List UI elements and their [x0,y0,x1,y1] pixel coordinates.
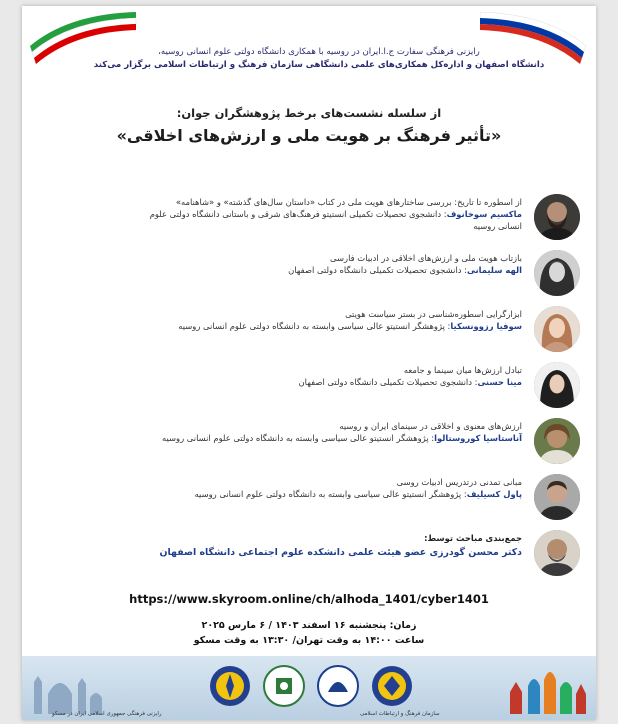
speaker-text [132,252,522,276]
speaker-text [132,364,522,388]
schedule-block [42,618,576,648]
speaker-affiliation: : پژوهشگر انستیتو عالی سیاسی وابسته به دانشگاه دولتی علوم انسانی روسیه [161,433,435,443]
cultural-council-emblem-icon [208,664,252,708]
series-title: «تأثیر فرهنگ بر هویت ملی و ارزش‌های اخلاقی» [116,126,502,145]
rggu-logo-icon [316,664,360,708]
header-line-2: دانشگاه اصفهان و اداره‌کل همکاری‌های علمی دانشگاهی سازمان فرهنگ و ارتباطات اسلامی برگزار می‌کند [93,60,545,70]
speaker-item [122,418,580,466]
speaker-item [122,250,580,298]
speaker-name: مینا حسنی [477,377,522,387]
speaker-photo [534,306,580,352]
speaker-item [122,362,580,410]
footer-left-caption: رایزنی فرهنگی جمهوری اسلامی ایران در مسکو [52,711,162,717]
speaker-affiliation: : پژوهشگر انستیتو عالی سیاسی وابسته به دانشگاه دولتی علوم انسانی روسیه [194,489,467,499]
speaker-affiliation: : دانشجوی تحصیلات تکمیلی انستیتو فرهنگ‌های شرقی و باستانی دانشگاه دولتی علوم انسانی روسیه [149,209,522,231]
speaker-topic: از اسطوره تا تاریخ: بررسی ساختارهای هویت ملی در کتاب «داستان سال‌های گذشته» و «شاهنامه» [175,197,522,207]
meeting-link[interactable]: https://www.skyroom.online/ch/alhoda_1401/cyber1401 [129,592,489,606]
speaker-text [132,196,522,232]
speaker-name: پاول کسیلیف [466,489,522,499]
speaker-photo [534,362,580,408]
moderator-photo [534,530,580,576]
speaker-item [122,474,580,522]
speaker-topic: بازتاب هویت ملی و ارزش‌های اخلاقی در ادبیات فارسی [330,253,522,263]
speaker-name: ماکسیم سوخانوف [446,209,522,219]
speaker-text [132,308,522,332]
moderator-item [122,530,580,578]
poster [22,6,596,720]
series-subtitle: از سلسله نشست‌های برخط پژوهشگران جوان: [176,106,442,120]
moderator-text [132,532,522,559]
university-of-isfahan-logo-icon [262,664,306,708]
kremlin-silhouette-icon [506,662,588,714]
speaker-name: سوفیا رزوونسکیا [450,321,522,331]
speaker-photo [534,418,580,464]
moderator-label: جمع‌بندی مباحث توسط: [424,533,522,543]
speaker-topic: مبانی تمدنی درتدریس ادبیات روسی [396,477,522,487]
speaker-name: آناستاسیا کوروستالوا [434,433,522,443]
speaker-topic: ابزارگرایی اسطوره‌شناسی در بستر سیاست هویتی [345,309,522,319]
speaker-photo [534,250,580,296]
schedule-date: زمان: پنجشنبه ۱۶ اسفند ۱۴۰۳ / ۶ مارس ۲۰۲۵ [201,620,417,631]
speaker-item [122,194,580,242]
speaker-text [132,420,522,444]
series-block [42,106,576,145]
speaker-photo [534,194,580,240]
moderator-name: دکتر محسن گودرزی عضو هیئت علمی دانشکده علوم اجتماعی دانشگاه اصفهان [159,547,522,558]
speaker-photo [534,474,580,520]
mosque-silhouette-icon [28,664,108,714]
speaker-topic: ارزش‌های معنوی و اخلاقی در سینمای ایران و روسیه [339,421,522,431]
footer-banner [22,656,596,720]
footer-right-caption: سازمان فرهنگ و ارتباطات اسلامی [360,711,440,717]
speaker-item [122,306,580,354]
organizers-header [62,46,576,72]
speaker-affiliation: : پژوهشگر انستیتو عالی سیاسی وابسته به دانشگاه دولتی علوم انسانی روسیه [178,321,451,331]
speaker-topic: تبادل ارزش‌ها میان سینما و جامعه [403,365,522,375]
speaker-name: الهه سلیمانی [467,265,522,275]
speaker-affiliation: : دانشجوی تحصیلات تکمیلی دانشگاه دولتی اصفهان [298,377,478,387]
speaker-text [132,476,522,500]
islamic-culture-organization-emblem-icon [370,664,414,708]
header-line-1: رایزنی فرهنگی سفارت ج.ا.ایران در روسیه با همکاری دانشگاه دولتی علوم انسانی روسیه، [158,47,480,57]
schedule-time: ساعت ۱۴:۰۰ به وقت تهران/ ۱۳:۳۰ به وقت مسکو [193,635,425,646]
speaker-affiliation: : دانشجوی تحصیلات تکمیلی دانشگاه دولتی اصفهان [288,265,467,275]
